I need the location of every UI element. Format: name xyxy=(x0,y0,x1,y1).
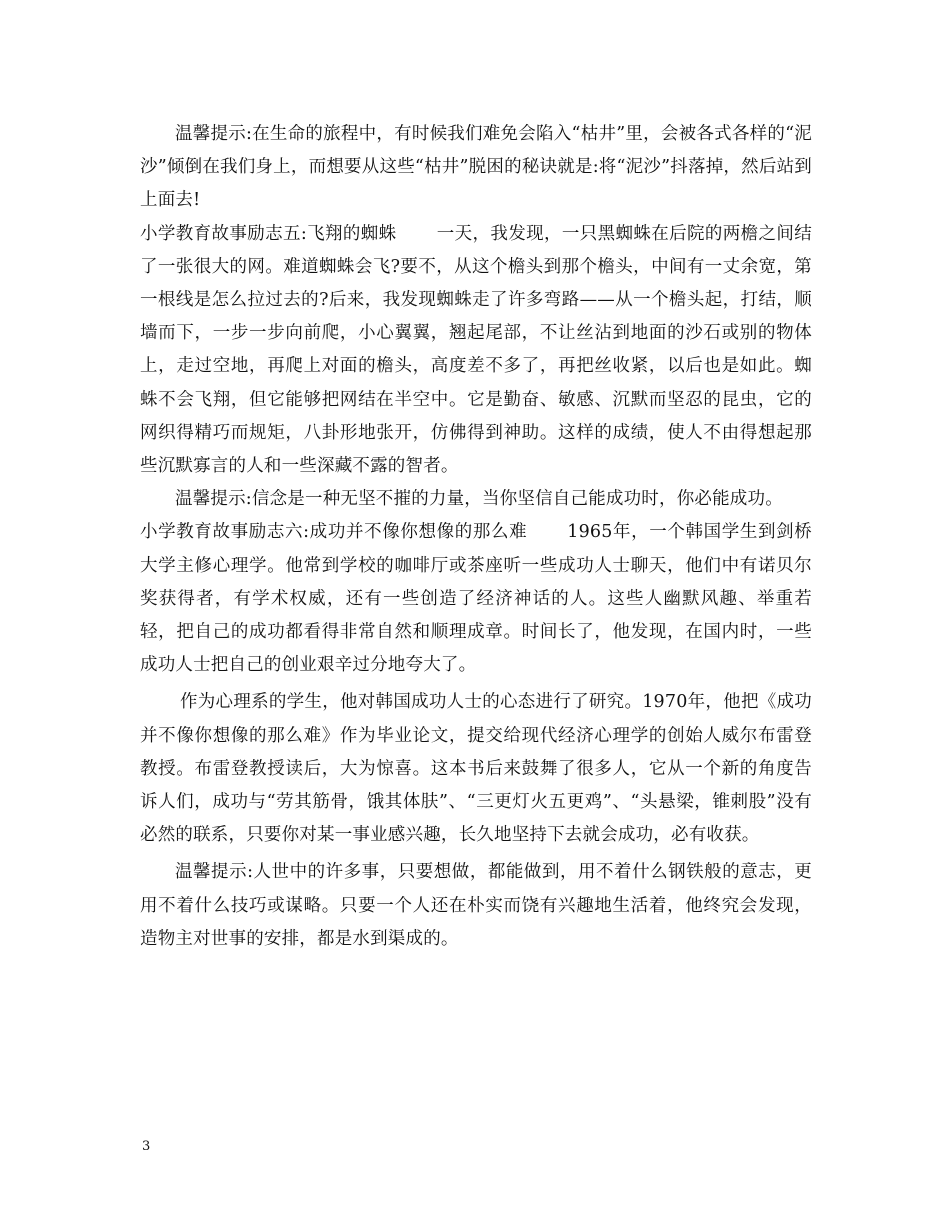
story-paragraph: 作为心理系的学生，他对韩国成功人士的心态进行了研究。1970年，他把《成功并不像你想像的那么难》作为毕业论文，提交给现代经济心理学的创始人威尔布雷登教授。布雷登教授读后，大为惊喜。这本书后来鼓舞了很多人，它从一个新的角度告诉人们，成功与“劳其筋骨，饿其体肤”、“三更灯火五更鸡”、“头悬梁，锥刺股”没有必然的联系，只要你对某一事业感兴趣，长久地坚持下去就会成功，必有收获。 xyxy=(140,692,812,846)
page-number: 3 xyxy=(142,1139,151,1154)
story-heading: 小学教育故事励志六:成功并不像你想像的那么难 xyxy=(140,522,528,543)
document-body xyxy=(140,118,812,956)
tip-paragraph: 温馨提示:人世中的许多事，只要想做，都能做到，用不着什么钢铁般的意志，更用不着什么技巧或谋略。只要一个人还在朴实而饶有兴趣地生活着，他终究会发现，造物主对世事的安排，都是水到渠成的。 xyxy=(140,862,812,949)
story-text: 一天，我发现，一只黑蜘蛛在后院的两檐之间结了一张很大的网。难道蜘蛛会飞?要不，从这个檐头到那个檐头，中间有一丈余宽，第一根线是怎么拉过去的?后来，我发现蜘蛛走了许多弯路——从一个檐头起，打结，顺墙而下，一步一步向前爬，小心翼翼，翘起尾部，不让丝沾到地面的沙石或别的物体上，走过空地，再爬上对面的檐头，高度差不多了，再把丝收紧，以后也是如此。蜘蛛不会飞翔，但它能够把网结在半空中。它是勤奋、敏感、沉默而坚忍的昆虫，它的网织得精巧而规矩，八卦形地张开，仿佛得到神助。这样的成绩，使人不由得想起那些沉默寡言的人和一些深藏不露的智者。 xyxy=(140,223,812,477)
tip-paragraph: 温馨提示:信念是一种无坚不摧的力量，当你坚信自己能成功时，你必能成功。 xyxy=(175,489,783,510)
story-text: 1965年，一个韩国学生到剑桥大学主修心理学。他常到学校的咖啡厅或茶座听一些成功人士聊天，他们中有诺贝尔奖获得者，有学术权威，还有一些创造了经济神话的人。这些人幽默风趣、举重若轻，把自己的成功都看得非常自然和顺理成章。时间长了，他发现，在国内时，一些成功人士把自己的创业艰辛过分地夸大了。 xyxy=(140,522,812,676)
story-paragraph xyxy=(140,516,812,682)
story-heading: 小学教育故事励志五:飞翔的蜘蛛 xyxy=(140,223,397,244)
tip-paragraph: 温馨提示:在生命的旅程中，有时候我们难免会陷入“枯井”里，会被各式各样的“泥沙”倾倒在我们身上，而想要从这些“枯井”脱困的秘诀就是:将“泥沙”抖落掉，然后站到上面去! xyxy=(140,124,812,211)
story-paragraph xyxy=(140,218,812,484)
